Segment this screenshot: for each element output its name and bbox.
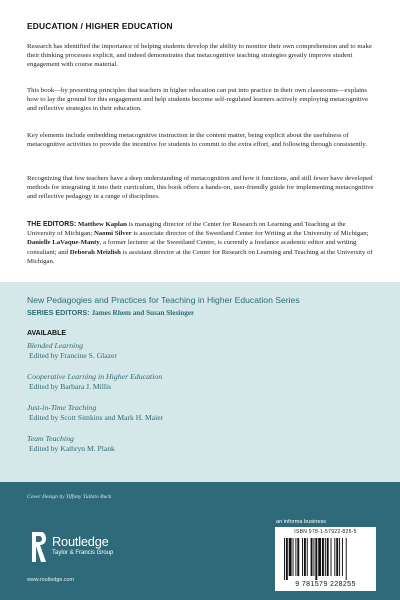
barcode-bar (346, 538, 347, 580)
series-book (27, 434, 367, 454)
barcode-bar (342, 538, 343, 576)
publisher-footer (0, 482, 400, 600)
barcode-bar (334, 538, 335, 576)
barcode-digits: 9 781579 228255 (295, 581, 356, 588)
routledge-logo-icon (30, 530, 47, 564)
editor-name-3: Danielle LaVaque-Manty (27, 239, 100, 247)
editor-bio-1: is managing director of the Center for Research on Learning and Teaching at the University of Michigan; (27, 221, 346, 238)
publisher-name: Routledge (52, 534, 109, 549)
series-section (0, 282, 400, 482)
editor-bio-4: is assistant director at the Center for Research on Learning and Teaching at the University of Michigan. (27, 248, 373, 265)
series-editors-label: SERIES EDITORS: (27, 308, 90, 317)
description-paragraph-4: Recognizing that few teachers have a deep understanding of metacognition and how it functions, and still fewer have developed methods for integrating it into their curriculum, this book offers a hands-on, user-friendly guide for implementing metacognitive and reflective pedagogy in a range of disciplines. (27, 175, 374, 201)
barcode-bar (325, 538, 326, 576)
description-paragraph-2: This book—by presenting principles that teachers in higher education can put into practice in their own classrooms—explains how to lay the ground for this engagement and help students become self-regulated learners actively employing metacognitive and reflective strategies in their education. (27, 87, 369, 113)
editor-name-1: Matthew Kaplan (77, 221, 127, 228)
barcode-bar (336, 538, 338, 576)
editors-heading: THE EDITORS: (27, 221, 77, 228)
isbn-text: ISBN 978-1-57922-825-5 (294, 529, 357, 535)
editor-bio-2: is associate director of the Sweetland Center for Writing at the University of Michigan; (131, 230, 369, 238)
barcode-bar (289, 538, 292, 576)
barcode (275, 527, 376, 591)
book-title: Team Teaching (27, 434, 74, 443)
available-heading: AVAILABLE (27, 330, 67, 337)
editors-bio (27, 220, 375, 266)
barcode-bar (307, 538, 308, 576)
description-paragraph-3: Key elements include embedding metacognitive instruction in the content matter, being explicit about the usefulness of metacognitive activities to provide the incentive for students to commit to the extra effort, and following through consistently. (27, 132, 368, 149)
series-book (27, 372, 367, 392)
barcode-bar (304, 538, 306, 576)
barcode-bar (322, 538, 324, 576)
series-book (27, 341, 367, 361)
barcode-bar (284, 538, 285, 580)
editor-name-2: Naomi Silver (93, 230, 132, 238)
barcode-bar (327, 538, 329, 576)
barcode-bars (283, 538, 371, 580)
category-label: EDUCATION / HIGHER EDUCATION (27, 21, 173, 31)
publisher-url: www.routledge.com (27, 577, 75, 583)
barcode-bar (293, 538, 294, 576)
book-editors: Edited by Scott Simkins and Mark H. Maier (29, 413, 164, 422)
barcode-bar (318, 538, 321, 576)
book-editors: Edited by Barbara J. Millis (29, 382, 112, 391)
informa-tagline: an informa business (276, 519, 327, 525)
series-book (27, 403, 367, 423)
barcode-bar (295, 538, 296, 576)
book-title: Just-in-Time Teaching (27, 403, 97, 412)
barcode-bar (302, 538, 303, 576)
publisher-group: Taylor & Francis Group (52, 550, 114, 556)
barcode-bar (331, 538, 332, 576)
book-editors: Edited by Francine S. Glazer (29, 351, 117, 360)
description-paragraph-1: Research has identified the importance of helping students develop the ability to monitor their own comprehension and to make their thinking processes explicit, and indeed demonstrates that metacognitive teaching strategies greatly improve student engagement with course material. (27, 43, 372, 69)
editor-name-4: Deborah Meizlish (69, 248, 121, 256)
barcode-bar (286, 538, 288, 580)
cover-design-credit: Cover Design by Tiffany Tullato Buck (27, 494, 112, 500)
series-editors (27, 308, 194, 317)
barcode-bar (297, 538, 299, 576)
description-section (0, 0, 400, 282)
series-editors-names: James Rhem and Susan Slesinger (91, 309, 195, 317)
barcode-bar (315, 538, 317, 580)
series-title: New Pedagogies and Practices for Teaching in Higher Education Series (27, 295, 300, 305)
barcode-bar (311, 538, 313, 576)
book-editors: Edited by Kathryn M. Plank (29, 444, 115, 453)
book-title: Blended Learning (27, 341, 84, 350)
book-title: Cooperative Learning in Higher Education (27, 372, 163, 381)
editor-bio-3: , a former lecturer at the Sweetland Center, is currently a freelance academic editor and writing consultant; and (27, 239, 357, 256)
barcode-bar (339, 538, 340, 576)
barcode-bar (313, 538, 314, 576)
